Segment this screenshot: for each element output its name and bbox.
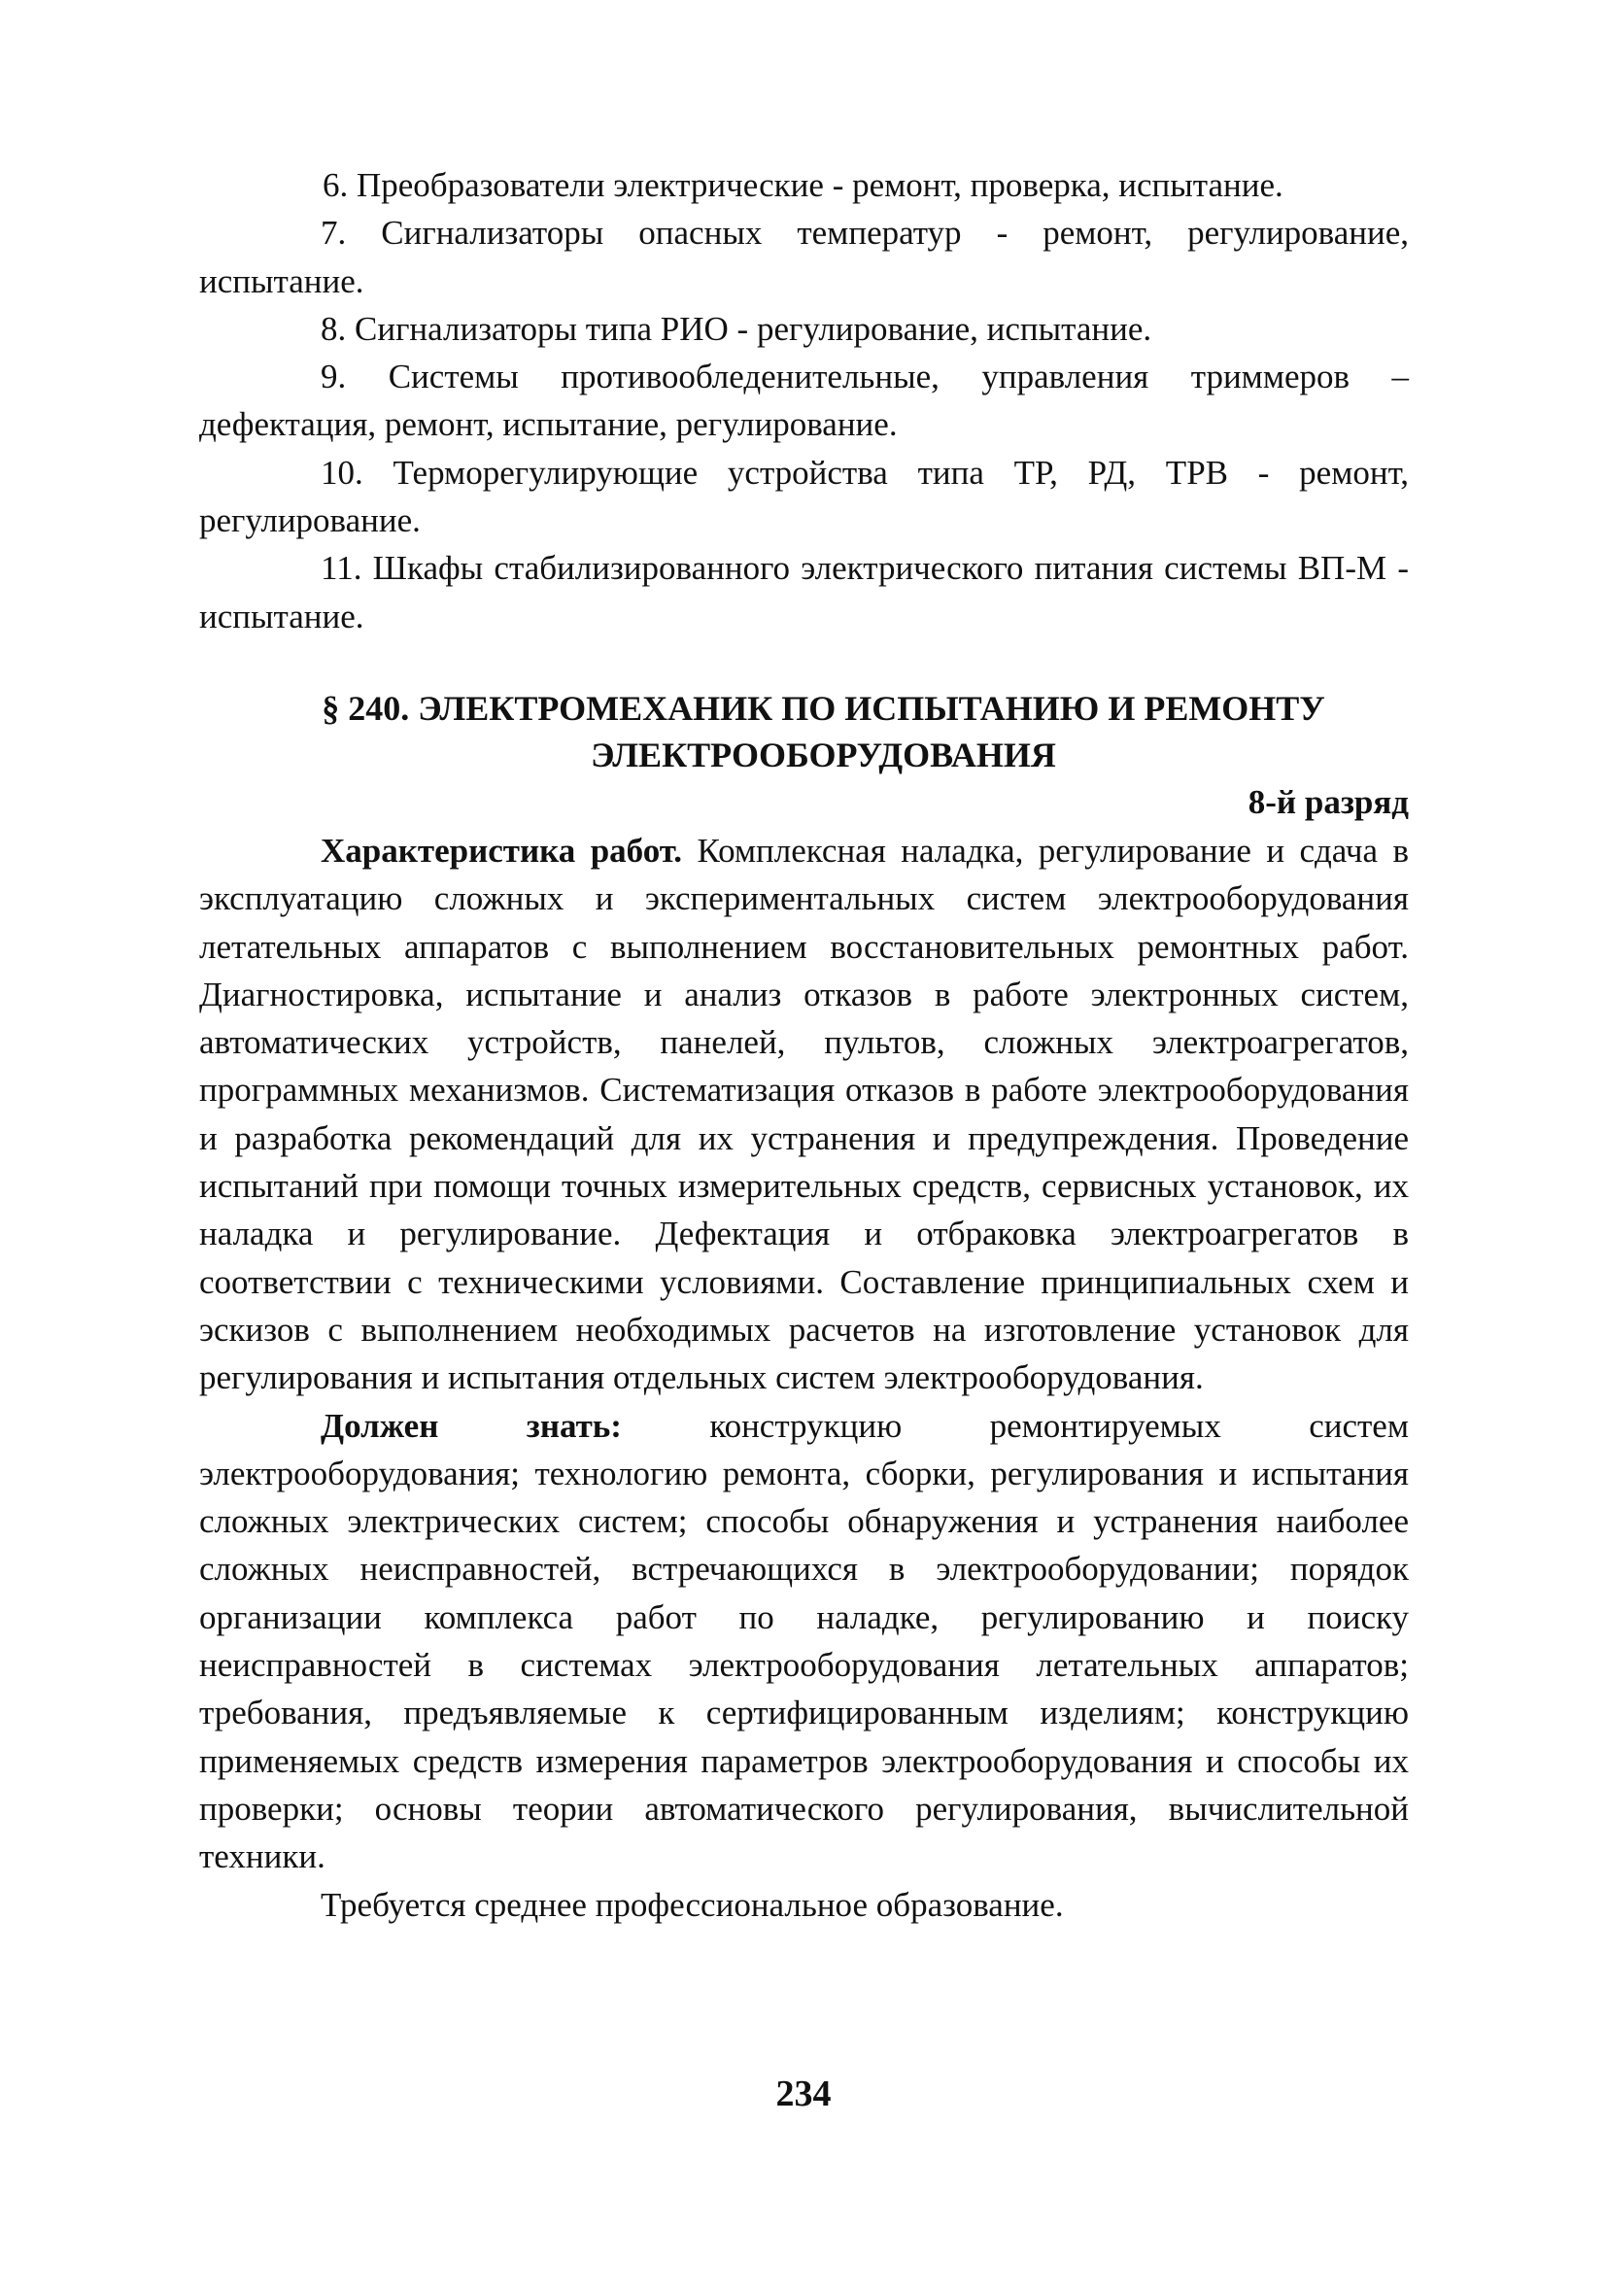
list-item: 7. Сигнализаторы опасных температур - ремонт, регулирование, испытание. [199,214,1409,300]
list-item: 9. Системы противообледенительные, управления триммеров – дефектация, ремонт, испытание, регулирование. [199,358,1409,444]
page-number: 234 [775,2073,832,2114]
grade-label: 8-й разряд [1248,782,1409,821]
characteristics-label: Характеристика работ. [321,831,683,870]
section-title: § 240. ЭЛЕКТРОМЕХАНИК ПО ИСПЫТАНИЮ И РЕМОНТУ ЭЛЕКТРООБОРУДОВАНИЯ [322,688,1325,774]
list-item: 11. Шкафы стабилизированного электрического питания системы ВП-М - испытание. [199,549,1409,635]
list-item: 8. Сигнализаторы типа РИО - регулирование, испытание. [321,309,1152,348]
page-content [199,161,1409,1929]
knowledge-text: конструкцию ремонтируемых систем электрооборудования; технологию ремонта, сборки, регулирования и испытания сложных электрических систем; способы обнаружения и устранения наиболее сложных неисправностей, встречающихся в электрооборудовании; порядок организации комплекса работ по наладке, регулированию и поиску неисправностей в системах электрооборудования летательных аппаратов; требования, предъявляемые к сертифицированным изделиям; конструкцию применяемых средств измерения параметров электрооборудования и способы их проверки; основы теории автоматического регулирования, вычислительной техники. [199,1406,1409,1876]
list-item: 6. Преобразователи электрические - ремонт, проверка, испытание. [323,166,1283,204]
characteristics-paragraph [199,827,1409,1402]
education-requirement: Требуется среднее профессиональное образование. [321,1885,1064,1924]
knowledge-paragraph [199,1402,1409,1881]
knowledge-label: Должен знать: [321,1406,622,1445]
list-item: 10. Терморегулирующие устройства типа ТР, РД, ТРВ - ремонт, регулирование. [199,453,1409,540]
characteristics-text: Комплексная наладка, регулирование и сдача в эксплуатацию сложных и экспериментальных систем электрооборудования летательных аппаратов с выполнением восстановительных ремонтных работ. Диагностировка, испытание и анализ отказов в работе электронных систем, автоматических устройств, панелей, пультов, сложных электроагрегатов, программных механизмов. Систематизация отказов в работе электрооборудования и разработка рекомендаций для их устранения и предупреждения. Проведение испытаний при помощи точных измерительных средств, сервисных установок, их наладка и регулирование. Дефектация и отбраковка электроагрегатов в соответствии с техническими условиями. Составление принципиальных схем и эскизов с выполнением необходимых расчетов на изготовление установок для регулирования и испытания отдельных систем электрооборудования. [199,831,1409,1397]
